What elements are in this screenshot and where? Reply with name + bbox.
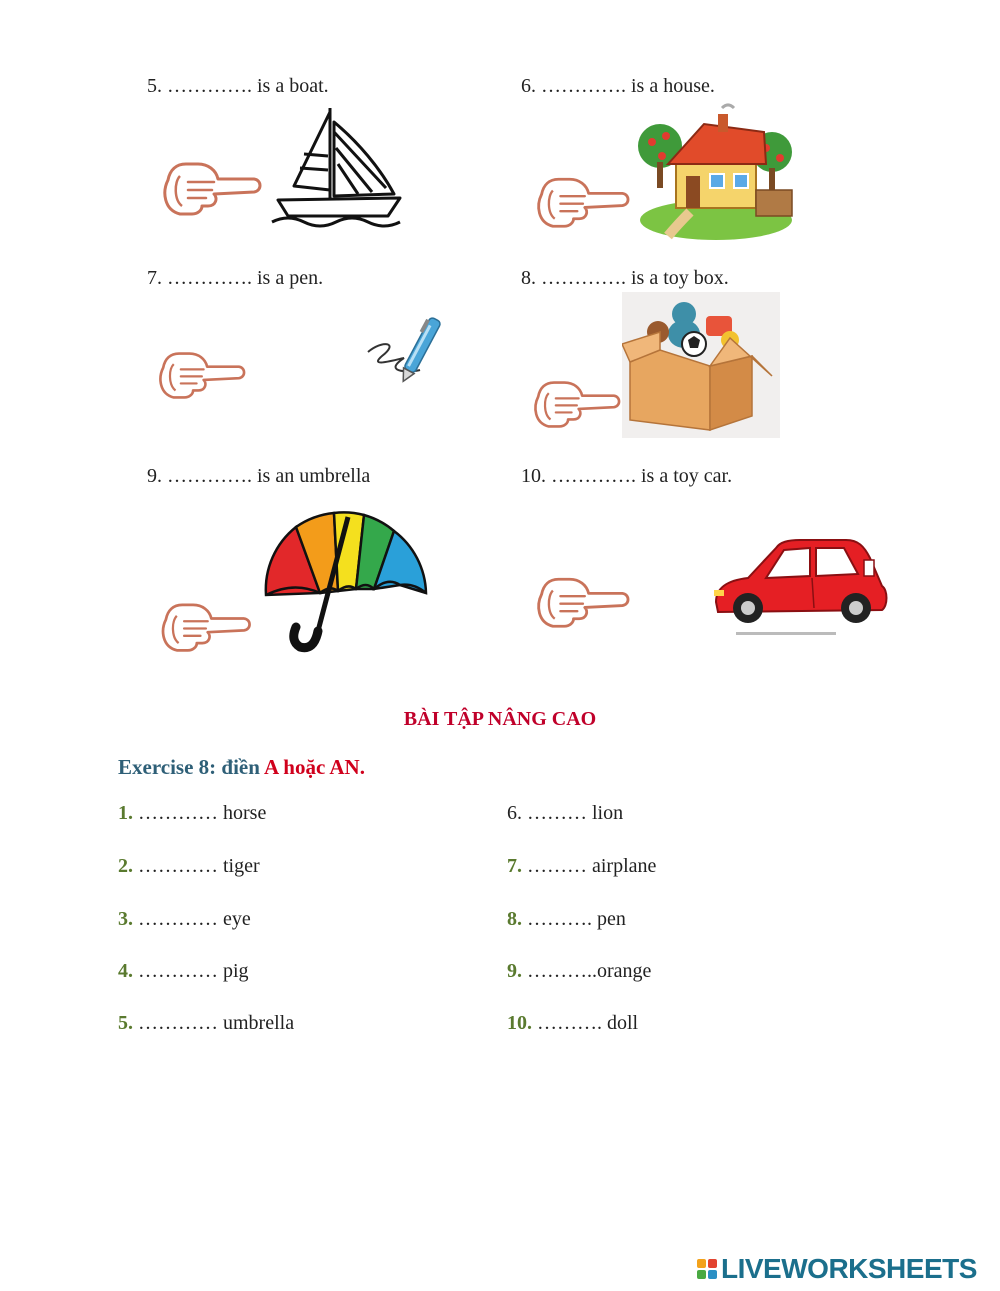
question-6: 6. …………. is a house. (521, 75, 715, 97)
list-item: 5. ………… umbrella (118, 1012, 295, 1034)
answer-blank[interactable]: ………… (138, 960, 218, 982)
pointing-hand-icon (528, 372, 624, 430)
umbrella-icon (260, 505, 432, 655)
house-icon (638, 102, 794, 240)
pointing-hand-icon (153, 343, 249, 401)
pointing-hand-icon (530, 168, 634, 230)
list-item: 3. ………… eye (118, 908, 251, 930)
boat-icon (268, 102, 404, 228)
answer-blank[interactable]: …………. (541, 267, 626, 289)
answer-blank[interactable]: ………. (527, 908, 592, 930)
pointing-hand-icon (529, 568, 635, 630)
list-item: 6. ……… lion (507, 802, 624, 824)
list-item: 1. ………… horse (118, 802, 267, 824)
answer-blank[interactable]: …………. (551, 465, 636, 487)
list-item: 7. ……… airplane (507, 855, 657, 877)
list-item: 8. ………. pen (507, 908, 626, 930)
liveworksheets-logo[interactable] (697, 1252, 977, 1286)
exercise-options: A hoặc AN. (264, 755, 365, 779)
section-heading: BÀI TẬP NÂNG CAO (403, 708, 597, 730)
answer-blank[interactable]: ………… (138, 1012, 218, 1034)
answer-blank[interactable]: …………. (167, 267, 252, 289)
answer-blank[interactable]: …………. (541, 75, 626, 97)
answer-blank[interactable]: ……… (527, 855, 587, 877)
list-item: 10. ………. doll (507, 1012, 639, 1034)
car-icon (710, 530, 892, 642)
question-9: 9. …………. is an umbrella (147, 465, 371, 487)
question-7: 7. …………. is a pen. (147, 267, 324, 289)
logo-blocks-icon (697, 1259, 717, 1279)
answer-blank[interactable]: …………. (167, 465, 252, 487)
toy-box-icon (622, 292, 780, 438)
answer-blank[interactable]: ………… (138, 855, 218, 877)
brand-name: LIVEWORKSHEETS (721, 1253, 977, 1284)
list-item: 4. ………… pig (118, 960, 249, 982)
list-item: 9. ………..orange (507, 960, 652, 982)
pointing-hand-icon (155, 594, 255, 654)
pen-icon (364, 300, 454, 390)
answer-blank[interactable]: ……… (527, 802, 587, 824)
question-8: 8. …………. is a toy box. (521, 267, 729, 289)
question-5: 5. …………. is a boat. (147, 75, 329, 97)
exercise-title: Exercise 8: điền A hoặc AN. (118, 755, 365, 779)
pointing-hand-icon (155, 152, 267, 218)
list-item: 2. ………… tiger (118, 855, 260, 877)
answer-blank[interactable]: ………… (138, 802, 218, 824)
question-10: 10. …………. is a toy car. (521, 465, 733, 487)
answer-blank[interactable]: ……….. (527, 960, 597, 982)
answer-blank[interactable]: ………. (537, 1012, 602, 1034)
answer-blank[interactable]: …………. (167, 75, 252, 97)
answer-blank[interactable]: ………… (138, 908, 218, 930)
